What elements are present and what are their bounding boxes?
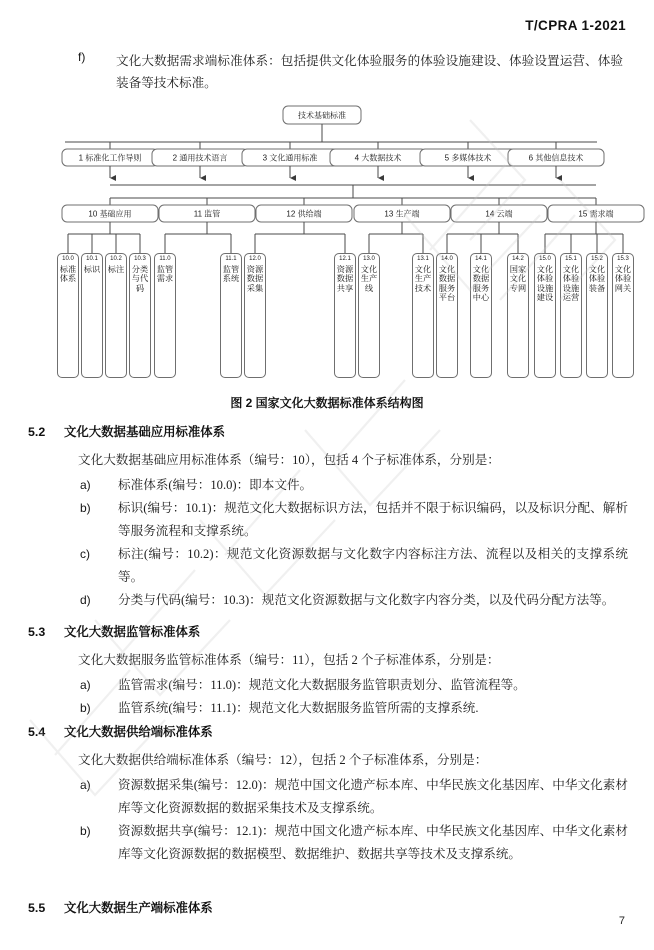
diagram-node-4 <box>330 149 426 166</box>
diagram-leaf-14-2 <box>507 253 529 378</box>
diagram-node-1-code: 1 <box>78 153 84 163</box>
diagram-leaf-11-1-label: 监管系统 <box>222 265 240 284</box>
diagram-node-3 <box>242 149 338 166</box>
diagram-leaf-15-1 <box>560 253 582 378</box>
diagram-leaf-13-0 <box>358 253 380 378</box>
list-item <box>78 697 628 720</box>
diagram-leaf-10-0 <box>57 253 79 378</box>
diagram-leaf-10-2-label: 标注 <box>107 265 125 274</box>
diagram-leaf-10-1-code: 10.1 <box>86 256 98 262</box>
diagram-leaf-13-1-label: 文化生产技术 <box>414 265 432 293</box>
list-item-marker: d) <box>80 593 91 607</box>
list-item-text: 标准体系(编号：10.0)：即本文件。 <box>118 478 313 492</box>
diagram-leaf-15-2-code: 15.2 <box>591 256 603 262</box>
list-item-text: 标注(编号：10.2)：规范文化资源数据与文化数字内容标注方法、流程以及相关的支撑系统等。 <box>118 547 628 584</box>
diagram-leaf-15-0-code: 15.0 <box>539 256 551 262</box>
diagram-node-14 <box>451 205 547 222</box>
diagram-node-3-code: 3 <box>262 153 268 163</box>
diagram-leaf-10-1 <box>81 253 103 378</box>
diagram-leaf-10-0-code: 10.0 <box>62 256 74 262</box>
section-5-3-list <box>78 674 628 720</box>
diagram-leaf-14-0-code: 14.0 <box>441 256 453 262</box>
section-5-5 <box>28 898 628 916</box>
diagram-node-2-code: 2 <box>172 153 178 163</box>
diagram-node-11-code: 11 <box>193 209 203 219</box>
diagram-node-13 <box>354 205 450 222</box>
section-5-3-title: 文化大数据监管标准体系 <box>64 625 201 639</box>
list-item-text: 标识(编号：10.1)：规范文化大数据标识方法，包括并不限于标识编码，以及标识分配、解析等服务流程和支撑系统。 <box>118 501 628 538</box>
diagram-leaf-15-1-code: 15.1 <box>565 256 577 262</box>
svg-text:14 云端 <box>485 209 512 219</box>
list-item-text: 监管需求(编号：11.0)：规范文化大数据服务监管职责划分、监管流程等。 <box>118 678 526 692</box>
section-5-4 <box>28 722 628 866</box>
diagram-leaf-15-3 <box>612 253 634 378</box>
list-item-marker: a) <box>80 678 91 692</box>
diagram-node-6 <box>508 149 604 166</box>
diagram-leaf-10-2 <box>105 253 127 378</box>
diagram-leaf-12-1-label: 资源数据共享 <box>336 265 354 293</box>
figure-caption: 图 2 国家文化大数据标准体系结构图 <box>230 396 424 410</box>
section-5-3-body: 文化大数据服务监管标准体系（编号：11），包括 2 个子标准体系，分别是： <box>78 653 500 667</box>
standard-system-structure-diagram <box>0 98 654 393</box>
diagram-leaf-13-1 <box>412 253 434 378</box>
section-5-5-number: 5.5 <box>28 901 46 915</box>
list-item-text: 监管系统(编号：11.1)：规范文化大数据服务监管所需的支撑系统. <box>118 701 479 715</box>
diagram-node-6-code: 6 <box>528 153 534 163</box>
diagram-node-5-label: 多媒体技术 <box>451 153 492 163</box>
list-item <box>78 543 628 589</box>
diagram-leaf-14-2-code: 14.2 <box>512 256 524 262</box>
section-5-2-heading <box>28 422 628 440</box>
diagram-node-14-code: 14 <box>485 209 495 219</box>
diagram-leaf-15-2-label: 文化体验装备 <box>588 265 606 293</box>
diagram-leaf-10-0-label: 标准体系 <box>59 265 77 284</box>
intro-list-item <box>78 50 623 94</box>
diagram-leaf-12-1 <box>334 253 356 378</box>
list-item <box>78 820 628 866</box>
section-5-2-title: 文化大数据基础应用标准体系 <box>64 425 226 439</box>
svg-text:11 监管 <box>194 209 221 219</box>
diagram-leaf-15-1-label: 文化体验设施运营 <box>562 265 580 303</box>
svg-text:3 文化通用标准 <box>263 153 318 163</box>
diagram-leaf-12-1-code: 12.1 <box>339 256 351 262</box>
diagram-leaf-14-2-label: 国家文化专网 <box>509 265 527 293</box>
list-item-marker: a) <box>80 478 91 492</box>
section-5-4-body: 文化大数据供给端标准体系（编号：12），包括 2 个子标准体系，分别是： <box>78 753 488 767</box>
document-header: T/CPRA 1-2021 <box>525 18 626 33</box>
section-5-5-title: 文化大数据生产端标准体系 <box>64 901 213 915</box>
section-5-4-number: 5.4 <box>28 725 46 739</box>
diagram-leaf-14-1-code: 14.1 <box>475 256 487 262</box>
list-item-marker: c) <box>80 547 90 561</box>
list-item-marker: b) <box>80 501 91 515</box>
svg-text:2 通用技术语言 <box>173 153 228 163</box>
diagram-leaf-10-3-code: 10.3 <box>134 256 146 262</box>
intro-list-marker: f) <box>78 50 86 64</box>
diagram-node-13-label: 生产端 <box>395 209 420 219</box>
diagram-root-node <box>283 106 361 124</box>
section-5-3-number: 5.3 <box>28 625 46 639</box>
diagram-node-12-code: 12 <box>286 209 296 219</box>
list-item-marker: b) <box>80 824 91 838</box>
diagram-leaf-10-1-label: 标识 <box>83 265 101 274</box>
section-5-4-heading <box>28 722 628 740</box>
svg-text:15 需求端 <box>578 209 613 219</box>
diagram-leaf-11-0-code: 11.0 <box>159 256 171 262</box>
section-5-3 <box>28 622 628 720</box>
page-number: 7 <box>618 915 625 927</box>
section-5-3-heading <box>28 622 628 640</box>
section-5-2 <box>28 422 628 612</box>
diagram-node-2 <box>152 149 248 166</box>
diagram-node-12-label: 供给端 <box>297 209 322 219</box>
diagram-leaf-15-3-code: 15.3 <box>617 256 629 262</box>
list-item <box>78 589 628 612</box>
diagram-leaf-15-0-label: 文化体验设施建设 <box>536 265 554 303</box>
list-item <box>78 674 628 697</box>
diagram-leaf-14-0 <box>436 253 458 378</box>
diagram-leaf-13-0-code: 13.0 <box>363 256 375 262</box>
diagram-node-11-label: 监管 <box>204 209 221 219</box>
list-item-marker: a) <box>80 778 91 792</box>
list-item-marker: b) <box>80 701 91 715</box>
diagram-node-6-label: 其他信息技术 <box>535 153 584 163</box>
diagram-leaf-11-1 <box>220 253 242 378</box>
svg-text:5 多媒体技术 <box>445 153 492 163</box>
diagram-node-5 <box>420 149 516 166</box>
diagram-node-15-label: 需求端 <box>589 209 614 219</box>
svg-text:13 生产端 <box>384 209 419 219</box>
diagram-node-15 <box>548 205 644 222</box>
list-item <box>78 774 628 820</box>
section-5-4-list <box>78 774 628 866</box>
list-item <box>78 474 628 497</box>
svg-text:10 基础应用 <box>88 209 131 219</box>
section-5-5-heading <box>28 898 628 916</box>
section-5-2-list <box>78 474 628 612</box>
diagram-node-2-label: 通用技术语言 <box>179 153 228 163</box>
diagram-leaf-15-0 <box>534 253 556 378</box>
diagram-leaf-11-0 <box>154 253 176 378</box>
diagram-leaf-15-2 <box>586 253 608 378</box>
diagram-node-4-code: 4 <box>354 153 360 163</box>
diagram-leaf-13-1-code: 13.1 <box>417 256 429 262</box>
svg-text:4 大数据技术 <box>355 153 402 163</box>
diagram-leaf-11-0-label: 监管需求 <box>156 265 174 284</box>
intro-list-text: 文化大数据需求端标准体系：包括提供文化体验服务的体验设施建设、体验设置运营、体验装备等技术标准。 <box>116 54 623 90</box>
list-item-text: 资源数据采集(编号：12.0)：规范中国文化遗产标本库、中华民族文化基因库、中华文化素材库等文化资源数据的数据采集技术及支撑系统。 <box>118 778 628 815</box>
diagram-leaf-10-3 <box>129 253 151 378</box>
diagram-node-1 <box>62 149 158 166</box>
diagram-node-1-label: 标准化工作导则 <box>85 153 142 163</box>
diagram-leaf-10-2-code: 10.2 <box>110 256 122 262</box>
list-item-text: 资源数据共享(编号：12.1)：规范中国文化遗产标本库、中华民族文化基因库、中华文化素材库等文化资源数据的数据模型、数据维护、数据共享等技术及支撑系统。 <box>118 824 628 861</box>
diagram-node-10-code: 10 <box>88 209 98 219</box>
diagram-node-4-label: 大数据技术 <box>361 153 402 163</box>
diagram-leaf-14-1 <box>470 253 492 378</box>
diagram-root-label: 技术基础标准 <box>298 111 346 120</box>
diagram-node-11 <box>159 205 255 222</box>
diagram-node-10 <box>62 205 158 222</box>
diagram-node-5-code: 5 <box>444 153 450 163</box>
svg-text:12 供给端 <box>286 209 321 219</box>
diagram-leaf-12-0 <box>244 253 266 378</box>
diagram-leaf-12-0-label: 资源数据采集 <box>246 265 264 293</box>
section-5-4-title: 文化大数据供给端标准体系 <box>64 725 213 739</box>
diagram-row1 <box>62 149 604 166</box>
diagram-node-10-label: 基础应用 <box>99 209 132 219</box>
diagram-node-14-label: 云端 <box>496 209 513 219</box>
diagram-leaf-14-0-label: 文化数据服务平台 <box>438 265 456 303</box>
diagram-leaf-11-1-code: 11.1 <box>225 256 237 262</box>
diagram-node-12 <box>256 205 352 222</box>
section-5-2-number: 5.2 <box>28 425 46 439</box>
diagram-node-15-code: 15 <box>578 209 588 219</box>
diagram-leaf-10-3-label: 分类与代码 <box>131 265 149 293</box>
diagram-leaf-12-0-code: 12.0 <box>249 256 261 262</box>
diagram-node-13-code: 13 <box>384 209 394 219</box>
section-5-2-body: 文化大数据基础应用标准体系（编号：10），包括 4 个子标准体系，分别是： <box>78 453 500 467</box>
diagram-leaf-15-3-label: 文化体验网关 <box>614 265 632 293</box>
diagram-leaf-13-0-label: 文化生产线 <box>360 265 378 293</box>
list-item <box>78 497 628 543</box>
diagram-node-3-label: 文化通用标准 <box>269 153 318 163</box>
diagram-row2 <box>62 205 644 222</box>
svg-text:1 标准化工作导则 <box>79 153 142 163</box>
diagram-leaf-14-1-label: 文化数据服务中心 <box>472 265 490 303</box>
svg-text:6 其他信息技术 <box>529 153 584 163</box>
list-item-text: 分类与代码(编号：10.3)：规范文化资源数据与文化数字内容分类，以及代码分配方法等。 <box>118 593 615 607</box>
